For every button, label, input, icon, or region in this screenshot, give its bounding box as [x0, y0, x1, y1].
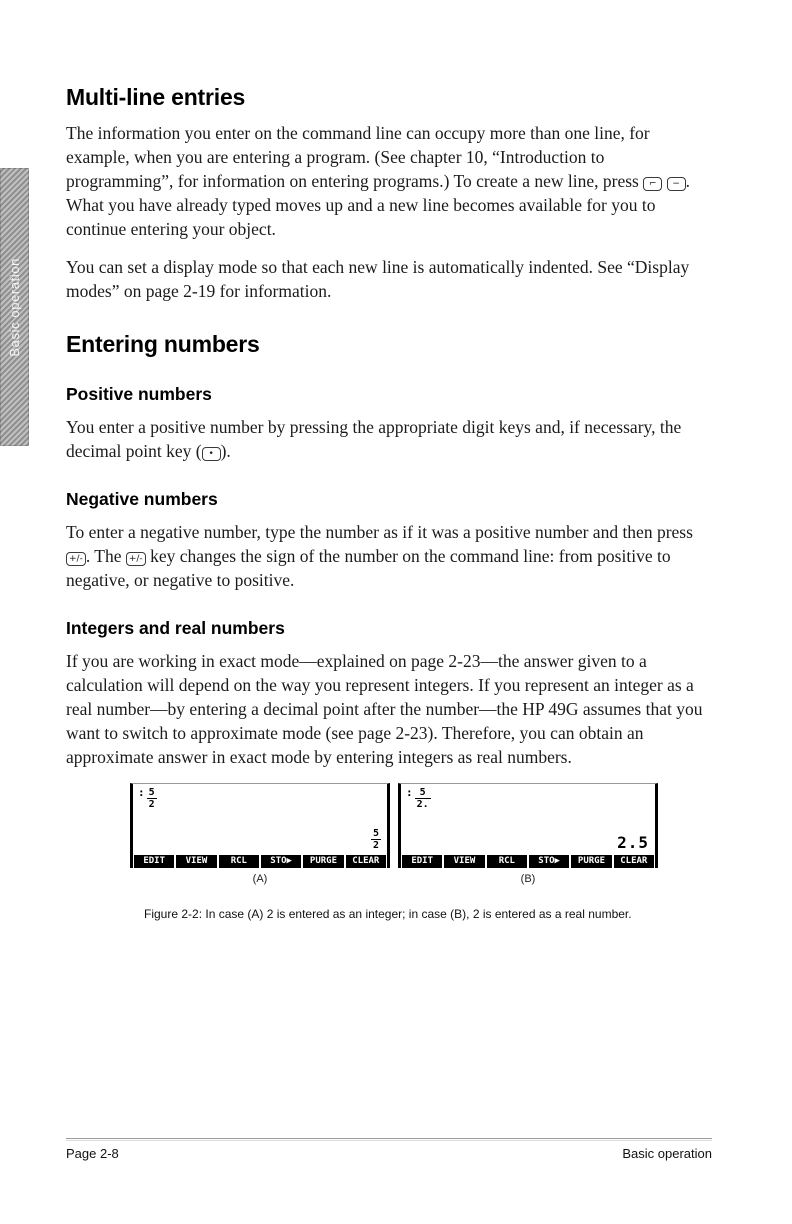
paragraph-text: . What you have already typed moves up and a new line becomes available for you to continue entering your object. [66, 171, 690, 239]
paragraph-negative [66, 520, 712, 592]
softkey-purge: PURGE [303, 855, 343, 868]
plus-minus-key-icon: +/- [66, 552, 86, 566]
result-fraction [371, 828, 381, 851]
entry-fraction [147, 787, 157, 810]
footer-page-number: Page 2-8 [66, 1146, 119, 1161]
heading-entering-numbers: Entering numbers [66, 331, 260, 357]
page-footer [66, 1138, 712, 1161]
subheading-integers-real-numbers: Integers and real numbers [66, 618, 285, 638]
footer-divider [66, 1138, 712, 1141]
screen-a-wrap [130, 783, 390, 885]
fraction-denominator: 2. [416, 799, 429, 810]
calculator-screen-a [130, 783, 390, 868]
newline-key-icon: − [667, 177, 686, 191]
paragraph-text: The information you enter on the command line can occupy more than one line, for example, when you are entering a program. (See chapter 10, “Introduction to programming”, for information on entering programs.) To create a new line, press [66, 123, 650, 191]
softkey-purge: PURGE [571, 855, 611, 868]
footer-row [66, 1146, 712, 1161]
screen-b-wrap [398, 783, 658, 885]
stack-result [617, 833, 649, 853]
shift-key-icon: ⌐ [643, 177, 662, 191]
softkey-view: VIEW [176, 855, 216, 868]
paragraph-text: You enter a positive number by pressing the appropriate digit keys and, if necessary, the decimal point key ( [66, 417, 682, 461]
decimal-point-key-icon: • [202, 447, 221, 461]
softkey-view: VIEW [444, 855, 484, 868]
softkey-rcl: RCL [487, 855, 527, 868]
entry-fraction [415, 787, 431, 810]
subheading-negative-numbers: Negative numbers [66, 489, 218, 509]
figure-2-2 [130, 783, 712, 921]
softkey-rcl: RCL [219, 855, 259, 868]
heading-multi-line-entries: Multi-line entries [66, 84, 246, 110]
fraction-numerator: 5 [148, 787, 155, 798]
section-tab [0, 168, 29, 446]
screen-b-label: (B) [520, 873, 536, 885]
plus-minus-key-icon: +/- [126, 552, 146, 566]
fraction-denominator: 2 [148, 799, 155, 810]
stack-history [406, 787, 431, 810]
softkey-sto: STO▶ [261, 855, 301, 868]
calculator-screen-b [398, 783, 658, 868]
paragraph-positive [66, 415, 712, 463]
paragraph-display-mode: You can set a display mode so that each new line is automatically indented. See “Display modes” on page 2-19 for information. [66, 257, 690, 301]
softkey-edit: EDIT [134, 855, 174, 868]
paragraph-integers: If you are working in exact mode—explained on page 2-23—the answer given to a calculation will depend on the way you represent integers. If you represent an integer as a real number—by entering a decimal point after the number—the HP 49G assumes that you want to switch to approximate mode (see page 2-23). Therefore, you can obtain an approximate answer in exact mode by entering integers as real numbers. [66, 651, 703, 767]
paragraph-text: . The [85, 546, 126, 566]
fraction-numerator: 5 [372, 828, 379, 839]
footer-section-name: Basic operation [622, 1146, 712, 1161]
fraction-denominator: 2 [372, 840, 379, 851]
softkey-clear: CLEAR [614, 855, 654, 868]
softkey-clear: CLEAR [346, 855, 386, 868]
history-prefix: : [138, 786, 145, 799]
history-prefix: : [406, 786, 413, 799]
paragraph-multi-line [66, 121, 712, 241]
softkey-menu [133, 855, 387, 868]
paragraph-text: ). [220, 441, 231, 461]
calculator-screens [130, 783, 712, 885]
page-content [66, 84, 712, 921]
section-tab-label: Basic operation [7, 257, 22, 357]
softkey-edit: EDIT [402, 855, 442, 868]
paragraph-text: To enter a negative number, type the number as if it was a positive number and then press [66, 522, 693, 542]
figure-caption: Figure 2-2: In case (A) 2 is entered as an integer; in case (B), 2 is entered as a real number. [144, 907, 632, 921]
result-number: 2.5 [617, 833, 649, 852]
softkey-sto: STO▶ [529, 855, 569, 868]
stack-history [138, 787, 157, 810]
subheading-positive-numbers: Positive numbers [66, 384, 212, 404]
paragraph-text: key changes the sign of the number on the command line: from positive to negative, or negative to positive. [66, 546, 671, 590]
stack-result [371, 828, 381, 853]
softkey-menu [401, 855, 655, 868]
screen-a-label: (A) [252, 873, 268, 885]
fraction-numerator: 5 [415, 787, 431, 799]
